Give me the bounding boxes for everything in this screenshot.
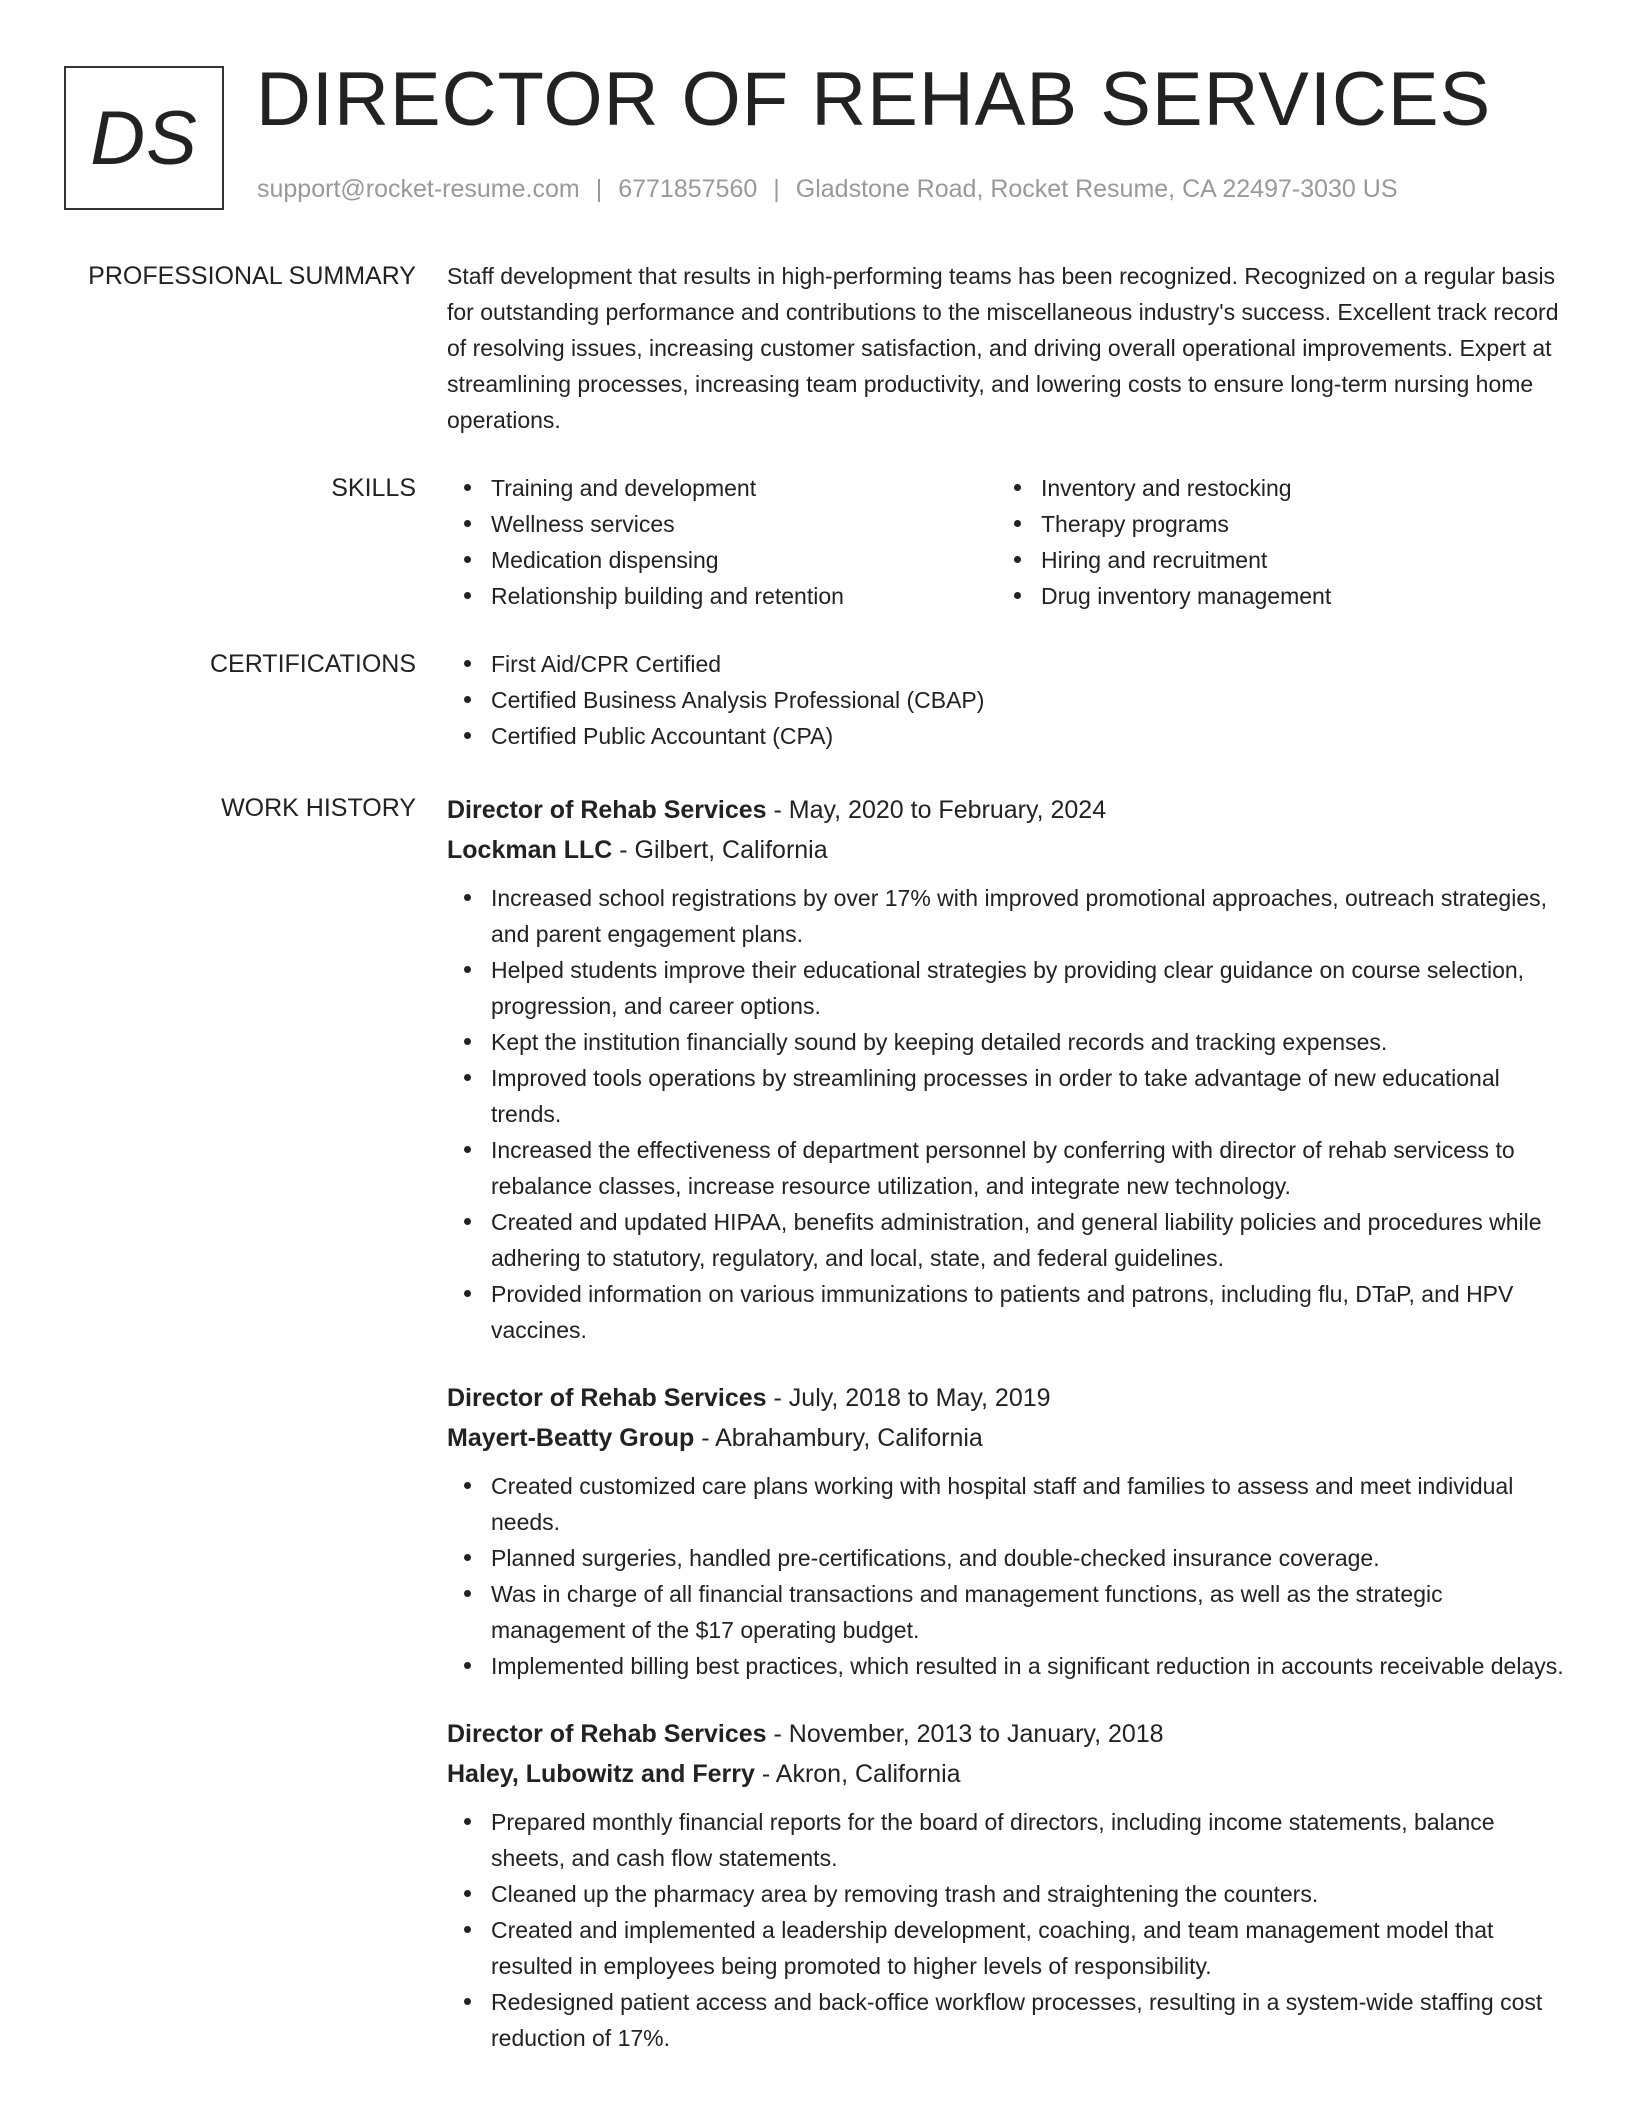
skill-item: Relationship building and retention: [447, 578, 997, 614]
job-company: Mayert-Beatty Group: [447, 1424, 695, 1452]
job-location: - Abrahambury, California: [694, 1424, 983, 1452]
job-title-line: [447, 1378, 1567, 1418]
skill-item: Medication dispensing: [447, 542, 997, 578]
job-company-line: [447, 830, 1567, 870]
job-title-line: [447, 790, 1567, 830]
certifications-list: [447, 646, 1567, 754]
summary-heading: PROFESSIONAL SUMMARY: [88, 262, 416, 290]
certification-item: Certified Business Analysis Professional (CBAP): [447, 682, 1567, 718]
job-title-line: [447, 1714, 1567, 1754]
job-bullets: [447, 880, 1567, 1348]
job-bullet: Created and updated HIPAA, benefits administration, and general liability policies and procedures while adhering to statutory, regulatory, and local, state, and federal guidelines.: [447, 1204, 1567, 1276]
certifications-heading: CERTIFICATIONS: [209, 650, 416, 678]
job-bullets: [447, 1468, 1567, 1684]
job-dates: - November, 2013 to January, 2018: [766, 1720, 1164, 1748]
job-bullet: Created and implemented a leadership development, coaching, and team management model that resulted in employees being promoted to higher levels of responsibility.: [447, 1912, 1567, 1984]
job-bullets: [447, 1804, 1567, 2056]
summary-text: Staff development that results in high-performing teams has been recognized. Recognized on a regular basis for outstanding performance and contributions to the miscellaneous industry's success. Excellent track record of resolving issues, increasing customer satisfaction, and driving overall operational improvements. Expert at streamlining processes, increasing team productivity, and lowering costs to ensure long-term nursing home operations.: [447, 263, 1559, 433]
job-bullet: Increased the effectiveness of department personnel by conferring with director of rehab servicess to rebalance classes, increase resource utilization, and integrate new technology.: [447, 1132, 1567, 1204]
monogram-logo: DS: [64, 66, 224, 210]
skill-item: Hiring and recruitment: [997, 542, 1547, 578]
job-company-line: [447, 1418, 1567, 1458]
contact-line: [257, 175, 1398, 204]
job-bullet: Prepared monthly financial reports for the board of directors, including income statements, balance sheets, and cash flow statements.: [447, 1804, 1567, 1876]
skill-item: Training and development: [447, 470, 997, 506]
job-bullet: Implemented billing best practices, which resulted in a significant reduction in accounts receivable delays.: [447, 1648, 1567, 1684]
job-bullet: Was in charge of all financial transactions and management functions, as well as the strategic management of the $17 operating budget.: [447, 1576, 1567, 1648]
job-bullet: Kept the institution financially sound by keeping detailed records and tracking expenses.: [447, 1024, 1567, 1060]
job-bullet: Provided information on various immunizations to patients and patrons, including flu, DTaP, and HPV vaccines.: [447, 1276, 1567, 1348]
skills-body: [447, 470, 1567, 614]
job-company: Haley, Lubowitz and Ferry: [447, 1760, 755, 1788]
skill-item: Wellness services: [447, 506, 997, 542]
job-bullet: Increased school registrations by over 17% with improved promotional approaches, outreach strategies, and parent engagement plans.: [447, 880, 1567, 952]
skills-list-right: [997, 470, 1547, 614]
job-entry: [447, 1378, 1567, 1684]
contact-separator: |: [773, 175, 780, 203]
job-title: Director of Rehab Services: [447, 1720, 767, 1748]
certifications-body: [447, 646, 1567, 754]
contact-separator: |: [595, 175, 603, 203]
contact-phone: 6771857560: [618, 175, 758, 203]
job-title: Director of Rehab Services: [447, 1384, 767, 1412]
job-bullet: Improved tools operations by streamlining processes in order to take advantage of new educational trends.: [447, 1060, 1567, 1132]
work-history-body: [447, 790, 1567, 2086]
job-location: - Gilbert, California: [612, 836, 828, 864]
contact-address: Gladstone Road, Rocket Resume, CA 22497-3030 US: [795, 175, 1398, 203]
job-title: Director of Rehab Services: [447, 796, 767, 824]
job-bullet: Redesigned patient access and back-office workflow processes, resulting in a system-wide staffing cost reduction of 17%.: [447, 1984, 1567, 2056]
skills-heading: SKILLS: [331, 474, 416, 502]
work-history-heading: WORK HISTORY: [221, 794, 416, 822]
job-location: - Akron, California: [754, 1760, 961, 1788]
job-bullet: Cleaned up the pharmacy area by removing trash and straightening the counters.: [447, 1876, 1567, 1912]
job-entry: [447, 790, 1567, 1348]
skill-item: Inventory and restocking: [997, 470, 1547, 506]
skills-list-left: [447, 470, 997, 614]
skill-item: Therapy programs: [997, 506, 1547, 542]
job-bullet: Planned surgeries, handled pre-certifications, and double-checked insurance coverage.: [447, 1540, 1567, 1576]
job-bullet: Helped students improve their educational strategies by providing clear guidance on course selection, progression, and career options.: [447, 952, 1567, 1024]
skill-item: Drug inventory management: [997, 578, 1547, 614]
job-company-line: [447, 1754, 1567, 1794]
certification-item: First Aid/CPR Certified: [447, 646, 1567, 682]
certification-item: Certified Public Accountant (CPA): [447, 718, 1567, 754]
job-dates: - May, 2020 to February, 2024: [766, 796, 1107, 824]
resume-title: DIRECTOR OF REHAB SERVICES: [256, 57, 1492, 142]
job-entry: [447, 1714, 1567, 2056]
job-bullet: Created customized care plans working with hospital staff and families to assess and meet individual needs.: [447, 1468, 1567, 1540]
job-dates: - July, 2018 to May, 2019: [766, 1384, 1051, 1412]
contact-email[interactable]: support@rocket-resume.com: [257, 175, 580, 203]
job-company: Lockman LLC: [447, 836, 613, 864]
